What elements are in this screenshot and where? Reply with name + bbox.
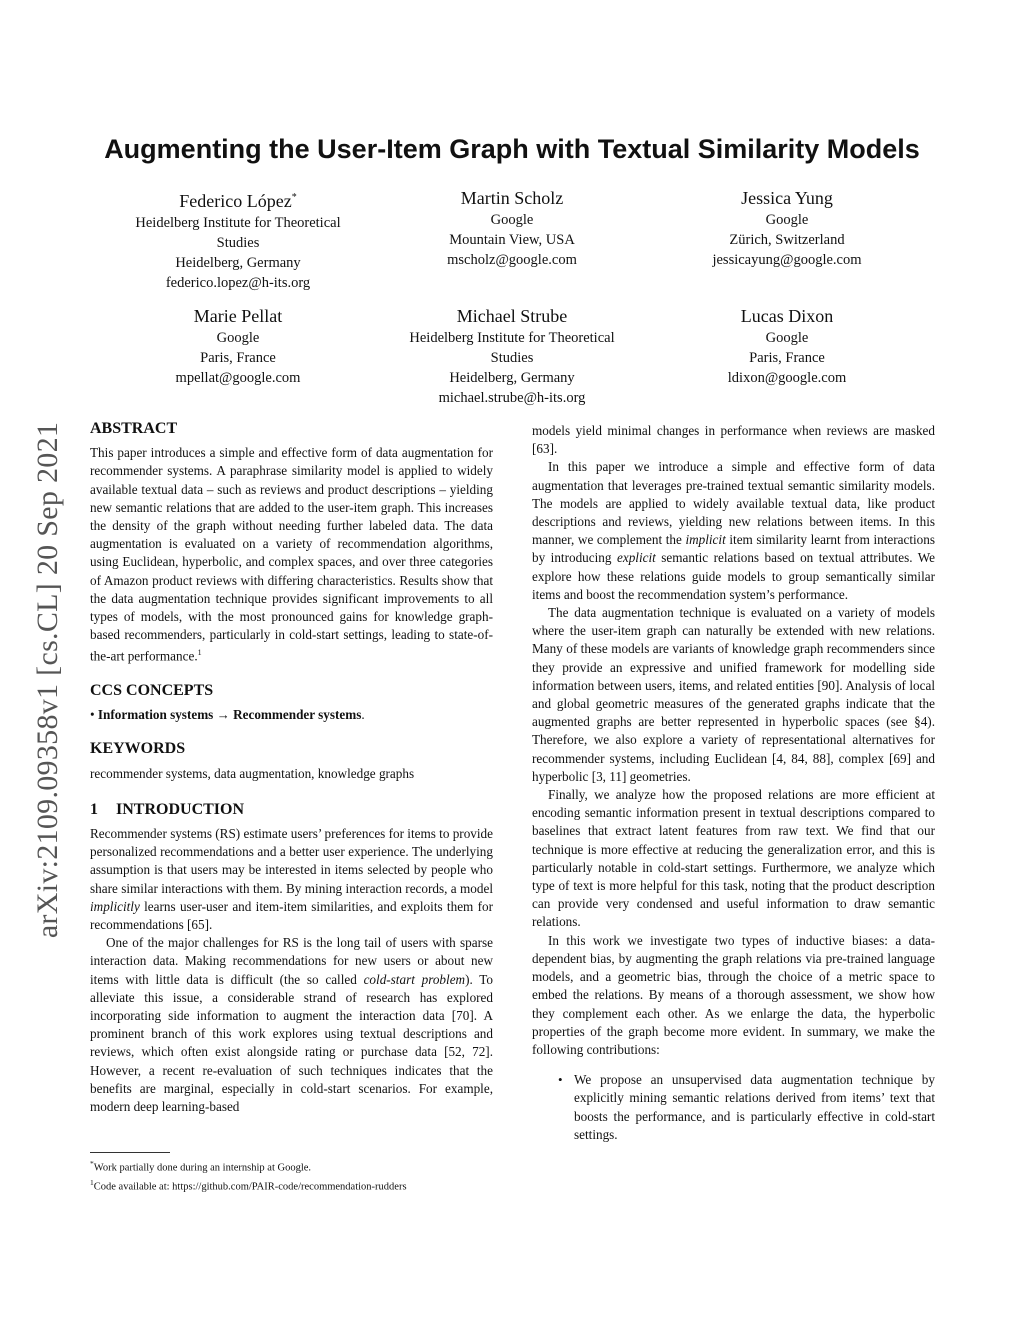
abstract-text: This paper introduces a simple and effective form of data augmentation for recommender systems. A paraphrase similarity model is applied to widely available textual data – such as reviews and product descriptions – yielding new semantic relations that are added to the user-item graph. This increases the density of the graph without needing further labeled data. The data augmentation is evaluated on a variety of recommendation algorithms, using Euclidean, hyperbolic, and complex spaces, and over three categories of Amazon product reviews with differing characteristics. Results show that the data augmentation technique provides significant improvements to all types of models, with the most pronounced gains for knowledge graph-based recommenders, particularly in cold-start settings, leading to state-of-the-art performance.$^1$ [90,445,493,664]
author-name: Marie Pellat [193,306,283,326]
author-email: federico.lopez@h-its.org [165,275,311,291]
right-paragraph-4: In this work we investigate two types of inductive biases: a data-dependent bias, by augmenting the graph relations via pre-trained language models, and a geometric bias, through the choice of a metric space to embed the relations. By means of a thorough assessment, we show how they complement each other. As we enlarge the data, the hyperbolic properties of the graph become more evident. In summary, we make the following contributions: [532,932,935,1057]
author-affiliation: Studies [490,350,534,366]
right-paragraph-3: Finally, we analyze how the proposed relations are more efficient at encoding semantic information present in textual descriptions compared to baselines that extract latent features from raw text. We find that our technique is more effective at reducing the generalization error, and this is particularly notable in cold-start settings. Furthermore, we analyze which type of text is more helpful for this task, noting that the product description can provide very condensed and useful information to draw semantic relations. [532,787,935,930]
author-location: Zürich, Switzerland [729,232,845,248]
author-block-2 [362,186,662,270]
author-affiliation: Google [490,212,534,228]
keywords-heading: KEYWORDS [90,740,186,758]
author-affiliation: Studies [216,235,260,251]
author-name: Lucas Dixon [740,306,834,326]
footnote-2: $^1$Code available at: https://github.com/PAIR-code/recommendation-rudders [90,1177,407,1192]
paper-title: Augmenting the User-Item Graph with Textual Similarity Models [104,134,920,164]
intro-paragraph-2: One of the major challenges for RS is the long tail of users with sparse interaction data. Making recommendations for new users or about new items with little data is difficult (the so called cold-start problem). To alleviate this issue, a considerable strand of research has explored incorporating side information to augment the interaction data [70]. A prominent branch of this work explores using textual descriptions and reviews, which often exist alongside rating or purchase data [52, 72]. However, a recent re-evaluation of such techniques indicates that the benefits are marginal, especially in cold-start scenarios. For example, modern deep learning-based [90,935,493,1115]
list-item: • We propose an unsupervised data augmentation technique by explicitly mining semantic relations derived from items’ text that boosts the performance, and is particularly effective in cold-start settings. [558,1072,935,1142]
author-name: Federico López* [179,191,297,211]
author-name: Martin Scholz [460,188,564,208]
author-location: Paris, France [200,350,276,366]
right-paragraph-2: The data augmentation technique is evaluated on a variety of models where the user-item graph can naturally be extended with new relations. Many of these models are variants of knowledge graph recommenders since they provide an expressive and unified framework for modelling side information between users, items, and related entities [90]. Analysis of local and global geometric measures of the generated graphs indicate that the augmented graphs are better represented in hyperbolic spaces (see §4). Therefore, we also explore a variety of representational alternatives for recommender systems, including Euclidean [4, 84, 88], complex [69] and hyperbolic [3, 11] geometries. [532,605,935,784]
author-email: jessicayung@google.com [712,252,862,268]
right-paragraph-0: models yield minimal changes in performance when reviews are masked [63]. [532,423,935,457]
author-email: mpellat@google.com [175,370,301,386]
ccs-concepts: • Information systems → Recommender systems. [90,707,365,723]
author-affiliation: Google [765,330,809,346]
ccs-heading: CCS CONCEPTS [90,682,214,700]
bullet-marker: • [558,1072,563,1088]
footnote-1: *Work partially done during an internship at Google. [90,1159,312,1174]
author-block-3 [637,186,937,270]
abstract-heading: ABSTRACT [90,420,178,437]
author-affiliation: Heidelberg Institute for Theoretical [409,330,615,346]
author-email: ldixon@google.com [727,370,847,386]
author-location: Paris, France [749,350,825,366]
author-location: Mountain View, USA [449,232,575,248]
author-affiliation: Google [765,212,809,228]
author-email: michael.strube@h-its.org [438,390,586,406]
arxiv-identifier: arXiv:2109.09358v1 [cs.CL] 20 Sep 2021 [31,421,64,939]
footnotes [90,1152,493,1194]
intro-paragraph-1: Recommender systems (RS) estimate users’ preferences for items to provide personalized recommendations and a better user experience. The underlying assumption is that users may be interested in items selected by people who share similar interactions with them. By mining interaction records, a model implicitly learns user-user and item-item similarities, and exploits them for recommendations [65]. [90,826,493,933]
author-location: Heidelberg, Germany [449,370,575,386]
intro-heading: 1 INTRODUCTION [90,800,245,818]
author-name: Jessica Yung [741,188,833,208]
author-block-1 [88,186,388,293]
author-email: mscholz@google.com [447,252,577,268]
author-affiliation: Heidelberg Institute for Theoretical [135,215,341,231]
author-name: Michael Strube [456,306,568,326]
author-affiliation: Google [216,330,260,346]
author-block-6 [637,304,937,388]
keywords-text: recommender systems, data augmentation, knowledge graphs [90,765,415,781]
footnote-rule [90,1152,170,1153]
right-column [532,422,935,1144]
contributions-list [532,1071,935,1144]
author-block-5 [362,304,662,408]
right-paragraph-1: In this paper we introduce a simple and effective form of data augmentation that leverages pre-trained textual semantic similarity models. The models are applied to widely available textual data, like product descriptions and reviews, yielding new relations between items. In this manner, we complement the implicit item similarity learnt from interactions by introducing explicit semantic relations based on textual attributes. We explore how these relations guide models to group semantically similar items and boost the recommendation system’s performance. [532,459,935,602]
author-location: Heidelberg, Germany [175,255,301,271]
left-column [90,420,493,1116]
author-block-4 [88,304,388,388]
